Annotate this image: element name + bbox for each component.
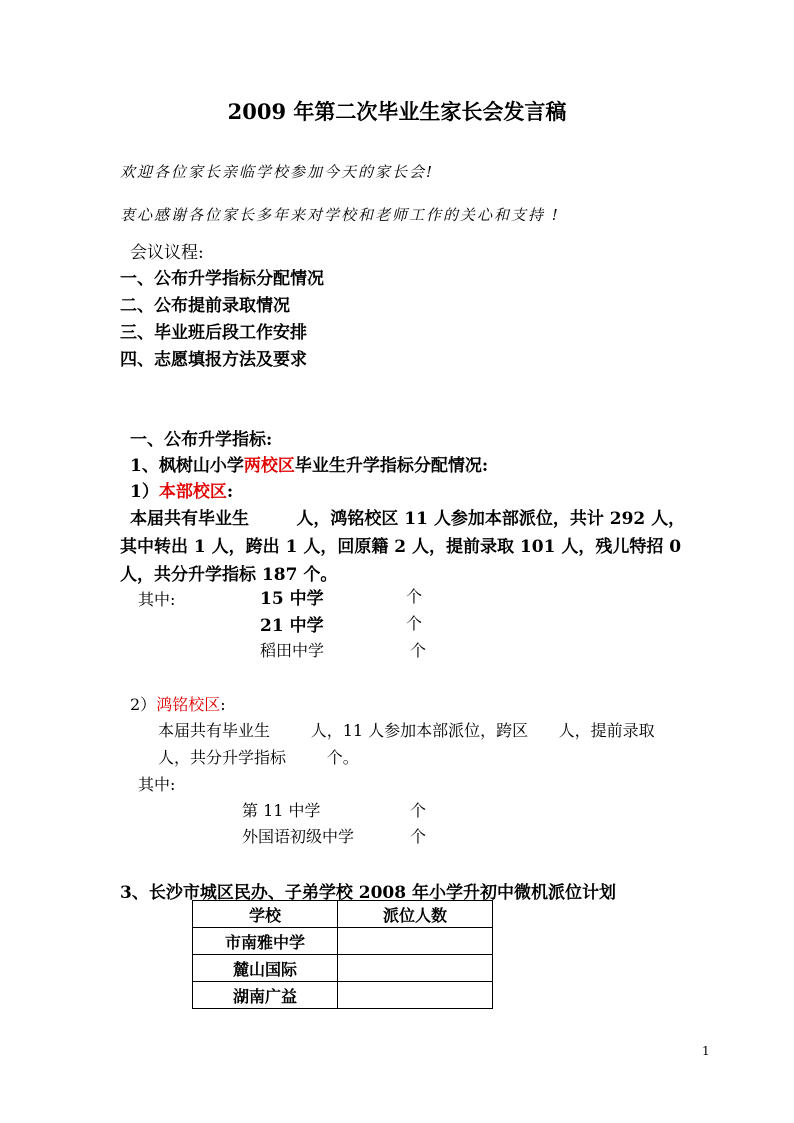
subsection-heading	[130, 451, 488, 476]
paragraph-line: 本届共有毕业生 人，鸿铭校区 11 人参加本部派位，共计 292 人，	[130, 509, 686, 529]
welcome-line: 欢迎各位家长亲临学校参加今天的家长会!	[120, 163, 435, 181]
campus-heading	[130, 692, 226, 715]
table-header: 学校	[193, 901, 338, 928]
table-cell	[338, 982, 493, 1009]
school-unit: 个	[410, 827, 427, 846]
school-name: 15 中学	[260, 589, 324, 609]
allocation-table	[192, 900, 493, 1009]
table-header: 派位人数	[338, 901, 493, 928]
school-name: 21 中学	[260, 616, 324, 636]
agenda-item: 四、志愿填报方法及要求	[120, 350, 307, 370]
school-name: 稻田中学	[260, 641, 325, 660]
agenda-item: 三、毕业班后段工作安排	[120, 323, 307, 343]
table-cell	[338, 928, 493, 955]
school-unit: 个	[410, 801, 427, 820]
paragraph-line: 人，共分升学指标 个。	[158, 748, 359, 767]
thanks-line: 衷心感谢各位家长多年来对学校和老师工作的关心和支持 !	[120, 206, 560, 224]
subsection-heading: 3、长沙市城区民办、子弟学校 2008 年小学升初中微机派位计划	[120, 883, 616, 903]
highlight-text: 两校区	[243, 456, 295, 476]
school-name: 第 11 中学	[242, 801, 321, 820]
table-cell	[338, 955, 493, 982]
campus-colon: :	[226, 482, 234, 502]
page-title: 2009 年第二次毕业生家长会发言稿	[227, 99, 567, 124]
paragraph-line: 本届共有毕业生 人，11 人参加本部派位，跨区 人，提前录取	[158, 721, 655, 740]
subsection-text: 毕业生升学指标分配情况:	[294, 456, 489, 476]
table-header-row	[193, 901, 493, 928]
table-row	[193, 982, 493, 1009]
paragraph-line: 人，共分升学指标 187 个。	[120, 565, 338, 585]
campus-name: 鸿铭校区	[156, 695, 221, 714]
campus-heading	[130, 477, 233, 502]
among-label: 其中:	[138, 590, 176, 609]
paragraph-line: 其中转出 1 人，跨出 1 人，回原籍 2 人，提前录取 101 人，残儿特招 0	[120, 537, 682, 557]
school-name: 外国语初级中学	[242, 827, 355, 846]
campus-number: 2）	[130, 695, 157, 714]
section-heading: 一、公布升学指标:	[130, 430, 273, 450]
table-cell: 湖南广益	[193, 982, 338, 1009]
school-unit: 个	[410, 641, 427, 660]
subsection-text: 1、枫树山小学	[130, 456, 244, 476]
table-row	[193, 955, 493, 982]
table-row	[193, 928, 493, 955]
campus-colon: :	[220, 695, 226, 714]
agenda-item: 一、公布升学指标分配情况	[120, 269, 324, 289]
agenda-heading: 会议议程:	[130, 243, 204, 263]
table-cell: 麓山国际	[193, 955, 338, 982]
campus-number: 1）	[130, 482, 159, 502]
agenda-item: 二、公布提前录取情况	[120, 296, 290, 316]
table-cell: 市南雅中学	[193, 928, 338, 955]
school-unit: 个	[406, 587, 423, 606]
campus-name: 本部校区	[158, 482, 227, 502]
among-label: 其中:	[138, 775, 176, 794]
page-number: 1	[702, 1044, 710, 1058]
school-unit: 个	[406, 614, 423, 633]
